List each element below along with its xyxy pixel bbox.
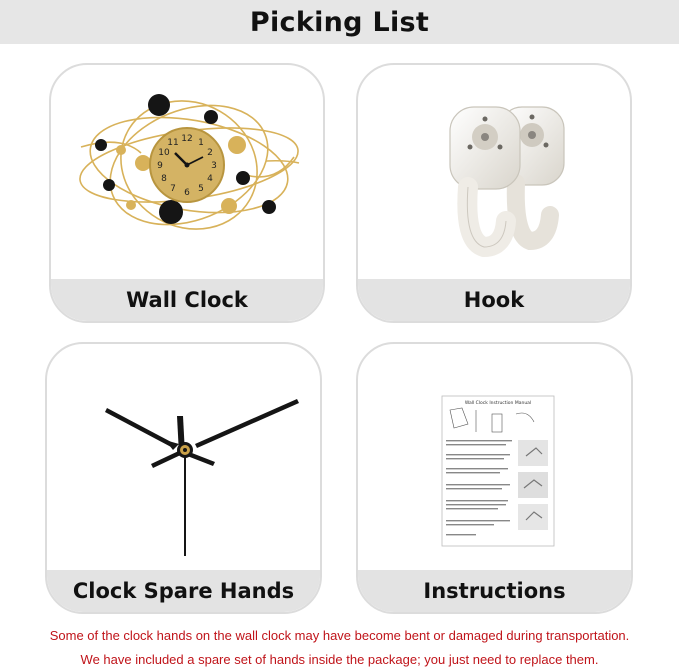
clock-number: 10 [158, 148, 170, 158]
spare-hands-image [47, 344, 320, 574]
hook-image [358, 65, 630, 283]
clock-number: 2 [207, 148, 213, 158]
clock-number: 1 [198, 138, 204, 148]
wall-clock-image [51, 65, 323, 283]
item-card-spare-hands [45, 342, 322, 614]
instruction-manual-image [358, 344, 631, 574]
item-label: Instructions [358, 570, 631, 612]
item-label: Hook [358, 279, 630, 321]
clock-number: 7 [170, 184, 176, 194]
clock-number: 4 [207, 174, 213, 184]
item-label: Clock Spare Hands [47, 570, 320, 612]
item-label: Wall Clock [51, 279, 323, 321]
item-card-instructions [356, 342, 633, 614]
notice-line: Some of the clock hands on the wall clock may have become bent or damaged during transportation. [49, 628, 630, 643]
clock-number: 12 [181, 134, 193, 144]
clock-number: 9 [157, 161, 163, 171]
item-card-wall-clock [49, 63, 325, 323]
page-title: Picking List [249, 6, 430, 38]
title-bar [0, 0, 679, 44]
notice-line: We have included a spare set of hands inside the package; you just need to replace them. [80, 652, 599, 667]
clock-number: 5 [198, 184, 204, 194]
clock-number: 6 [184, 188, 190, 198]
clock-number: 8 [161, 174, 167, 184]
manual-title: Wall Clock Instruction Manual [464, 401, 532, 406]
clock-number: 3 [211, 161, 217, 171]
clock-number: 11 [167, 138, 179, 148]
item-card-hook [356, 63, 632, 323]
